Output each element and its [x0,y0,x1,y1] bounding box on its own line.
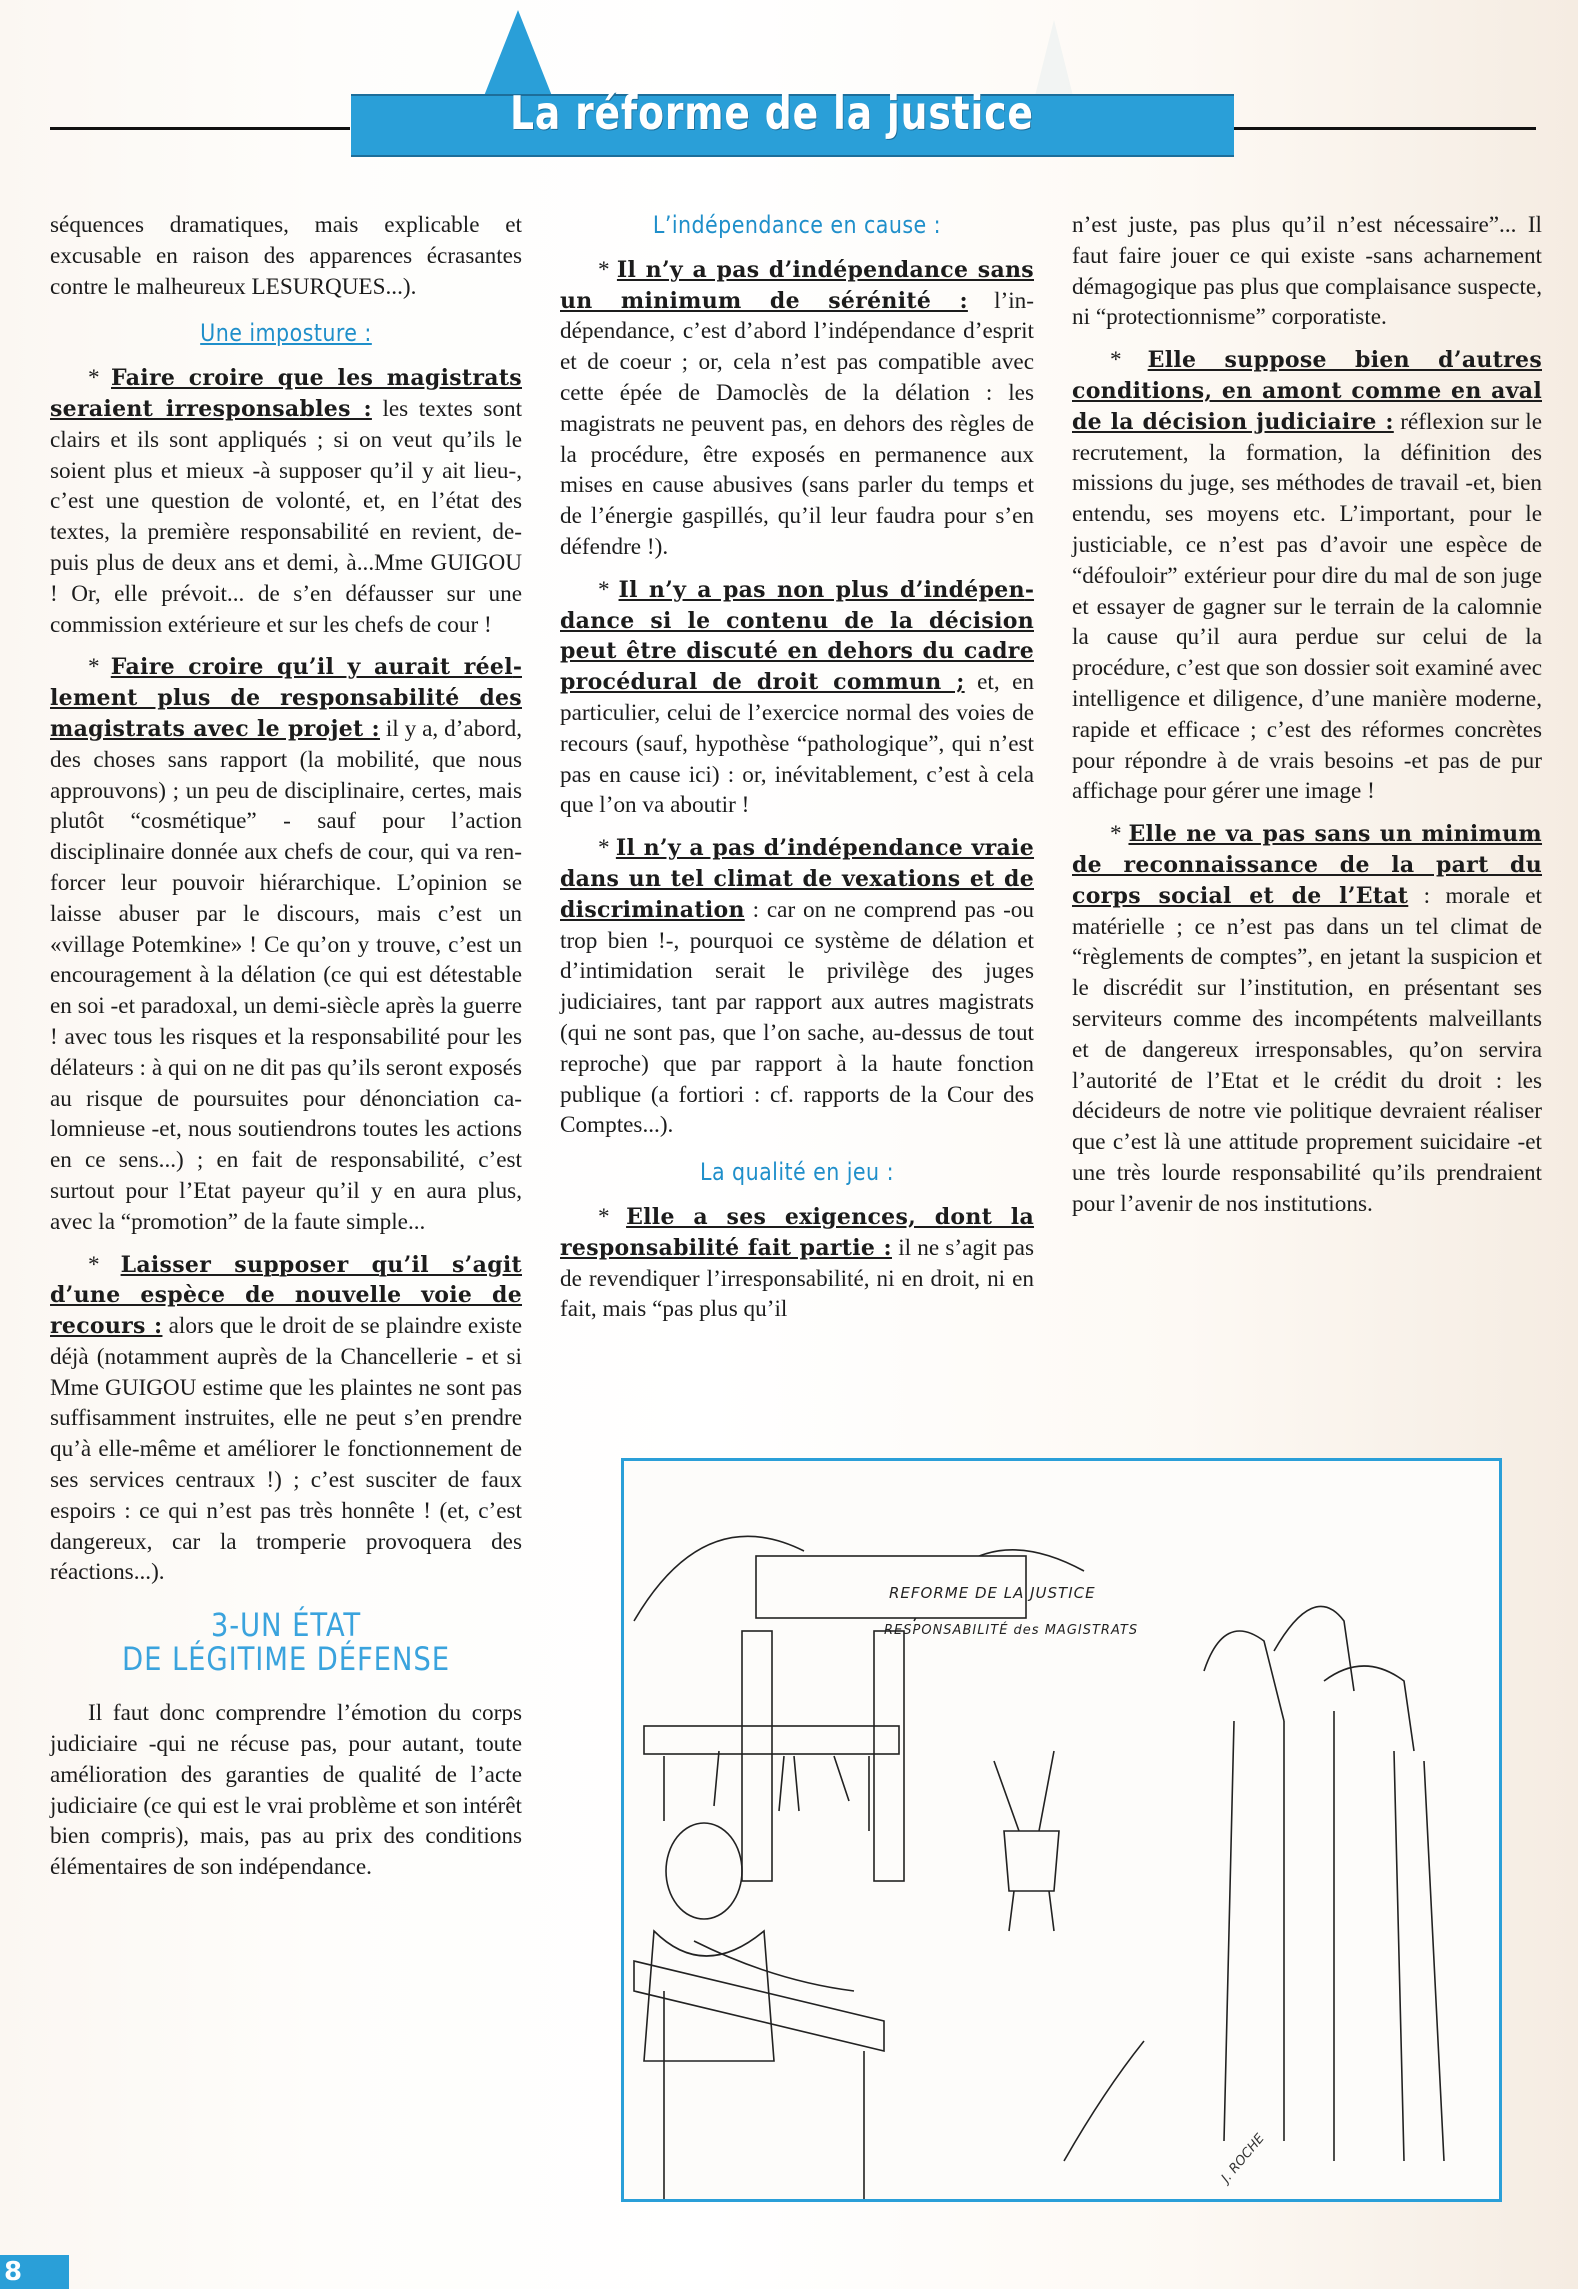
sign-line-1: REFORME DE LA JUSTICE [889,1584,1096,1602]
argument-paragraph [50,1250,522,1589]
header-ghost-spire [1034,20,1074,100]
argument-lead: Il n’y a pas non plus d’indépendance si le contenu de la décision peut être discuté en dehors du cadre procédural de droit commun ; [560,576,1035,696]
argument-paragraph [50,363,522,640]
subhead-une-imposture [83,318,489,349]
column-1 [50,210,522,1895]
torture-table-top [634,1961,884,2051]
subhead-independance-en-cause: L’indépendance en cause : [652,211,942,239]
argument-lead: Elle ne va pas sans un minimum de reconnaissance de la part du corps social et de l’Etat [1072,821,1543,909]
bullet-asterisk: * [88,654,100,681]
argument-paragraph [560,575,1034,821]
header-spire-shape [484,10,552,96]
figure-dog-head [1204,1631,1284,1721]
argument-body: il ne s’agit pas de revendiquer l’irresponsabilité, ni en droit, ni en fait, mais “pas plus qu’il [560,1234,1034,1323]
cartoon-illustration [621,1458,1502,2202]
argument-lead: Il n’y a pas d’indépendance vraie dans un tel climat de vexations et de discrimination [560,835,1035,923]
header-rule-left [50,127,350,130]
victim-body [694,1941,854,1991]
bullet-asterisk: * [598,576,610,603]
argument-lead: Laisser supposer qu’il s’agit d’une espèce de nouvelle voie de recours : [50,1251,522,1340]
bullet-asterisk: * [598,835,610,862]
header-rule-right [1234,127,1536,130]
argument-lead: Faire croire qu’il y aurait réellement plus de responsabilité des magistrats avec le projet : [50,654,522,742]
pillar-left [742,1631,772,1881]
argument-lead: Il n’y a pas d’indépendance sans un minimum de sérénité : [560,256,1034,314]
dropped-knife [1064,2041,1144,2161]
closing-paragraph: Il faut donc comprendre l’émotion du corps judiciaire -qui ne récuse pas, pour autant, toute amélioration des garanties de qualité de l’acte judiciaire (ce qui est le vrai problème et son intérêt bien compris), mais, pas au prix des conditions élémentaires de son indépendance. [50,1700,522,1881]
brazier [1004,1831,1059,1891]
subhead-qualite-en-jeu: La qualité en jeu : [700,1158,894,1187]
argument-lead: Elle suppose bien d’autres conditions, en amont comme en aval de la décision judiciaire : [1072,347,1542,435]
page-number: 8 [0,2255,69,2289]
argument-paragraph [560,833,1034,1141]
section-heading-line-2: DE LÉGITIME DÉFENSE [122,1640,450,1679]
figure-bird-head [1274,1606,1354,1691]
column-3 [1072,210,1542,1232]
argument-body: et, en particulier, celui de l’exercice normal des voies de recours (sauf, hypothèse “pathologique”, qui n’est pas en cause ici) : or, inévitablement, c’est à cela que l’on va aboutir ! [560,669,1034,819]
argument-lead: Elle a ses exigences, dont la responsabilité fait partie : [560,1203,1035,1261]
brazier-legs [1009,1891,1054,1931]
argument-paragraph [560,1202,1034,1325]
subhead-text: Une imposture : [200,319,372,348]
bullet-asterisk: * [88,365,100,392]
branding-irons [994,1751,1054,1831]
bullet-asterisk: * [598,1203,610,1230]
pillar-right [874,1631,904,1881]
hanging-tools [664,1751,869,1831]
argument-lead: Faire croire que les magistrats seraient irresponsables : [50,365,522,422]
section-heading-legitime-defense [83,1606,489,1679]
argument-paragraph [560,255,1034,563]
intro-paragraph: séquences dramatiques, mais explicable et excusable en raison des apparences écrasantes contre le malheureux LESURQUES...). [50,212,522,300]
argument-body: alors que le droit de se plaindre existe déjà (notamment auprès de la Chancellerie - et si Mme GUIGOU estime que les plaintes ne sont pas suffisamment instruites, elle ne peut s’en prendre qu’à elle-même et améliorer le fonctionnement de ses services centraux !) ; c’est susciter de faux espoirs : ce qui n’est pas très honnête ! (et, c’est dangereux, car la tromperie provoquera des réactions...). [50,1313,522,1586]
argument-paragraph [50,652,522,1237]
figure-wolf-head [1324,1666,1414,1751]
cartoon-drawing [624,1461,1499,2199]
column-2 [560,210,1034,1337]
continuation-paragraph: n’est juste, pas plus qu’il n’est nécessaire”... Il faut faire jouer ce qui existe -sans acharnement démagogique pas plus que complaisance suspecte, ni “protectionnisme” corporatiste. [1072,212,1542,331]
bullet-asterisk: * [1110,821,1122,848]
torturer-head [666,1823,742,1919]
bullet-asterisk: * [88,1251,100,1278]
page-title: La réforme de la justice [510,86,1034,140]
sign-line-2: RESPONSABILITÉ des MAGISTRATS [884,1623,1139,1638]
argument-body: il y a, d’abord, des choses sans rapport (la mobilité, que nous approuvons) ; un peu de disciplinaire, certes, mais plutôt “cosmétique” - sauf pour l’action disciplinaire donnée aux chefs de cour, qui va renforcer leur pouvoir hiérarchique. L’opinion se laisse abuser par le discours, mais c’est un «village Potemkine» ! Ce qu’on y trouve, c’est un encouragement à la délation (ce qui est détestable en soi -et paradoxal, un demi-siècle après la guerre ! avec tous les risques et la responsabilité pour les délateurs : à qui on ne dit pas qu’ils seront exposés au risque de poursuites pour dénonciation calomnieuse -et, nous soutiendrons toutes les actions en ce sens...) ; en fait de responsabilité, c’est surtout pour l’Etat payeur qu’il y en aura plus, avec la “promotion” de la faute simple... [50,715,522,1235]
figures-robes [1224,1711,1444,2161]
artist-signature: J. ROCHE [1218,2131,1268,2186]
argument-body: réflexion sur le recrutement, la formation, la définition des missions du juge, ses méthodes de travail -et, bien entendu, ses moyens etc. L’important, pour le justiciable, ce n’est pas d’avoir une espèce de “défouloir” extérieur pour dire du mal de son juge et essayer de gagner sur le terrain de la calomnie la cause qu’il aura perdue sur celui de la procédure, c’est que son dossier soit examiné avec intelligence et diligence, d’une manière moderne, rapide et efficace ; c’est des réformes concrètes pour répondre à de vrais besoins -et pas de pur affichage pour gérer une image ! [1072,408,1543,805]
argument-body: : car on ne comprend pas -ou trop bien !-, pourquoi ce système de délation et d’intimidation serait le privilège des juges judiciaires, tant par rapport aux autres magistrats (qui ne sont pas, que l’on sache, au-dessus de tout reproche) que par rapport à la haute fonction publique (a fortiori : cf. rapports de la Cour des Comptes...). [560,896,1034,1139]
argument-paragraph [1072,345,1542,807]
bullet-asterisk: * [1110,347,1122,374]
argument-body: les textes sont clairs et ils sont appliqués ; si on veut qu’ils le soient plus et mieux -à supposer qu’il y ait lieu-, c’est une question de volonté, et, en l’état des textes, la première responsabilité en revient, depuis plus de deux ans et demi, à...Mme GUIGOU ! Or, elle prévoit... de s’en défausser sur une commission extérieure et sur les chefs de cour ! [50,395,523,638]
argument-body: l’indépendance, c’est d’abord l’indépendance d’esprit et de coeur ; or, cela n’est pas compatible avec cette épée de Damoclès de la délation : les magistrats ne peuvent pas, en dehors des règles de la procédure, être exposés en permanence aux mises en cause abusives (sans parler du temps et de l’énergie gaspillés, qu’il leur faudra pour s’en défendre !). [560,287,1035,560]
bullet-asterisk: * [598,256,610,283]
section-heading-line-1: 3-UN ÉTAT [210,1606,362,1645]
argument-paragraph [1072,819,1542,1219]
argument-body: : morale et matérielle ; ce n’est pas dans un tel climat de “règlements de comptes”, en jetant la suspicion et le discrédit sur l’institution, en présentant ses serviteurs comme des incompétents malveillants et de dangereux irresponsables, qu’on servira l’autorité de l’Etat et le crédit du droit : les décideurs de notre vie politique devraient réaliser que c’est là une attitude proprement suicidaire -et une très lourde responsabilité qu’ils prendraient pour l’avenir de nos institutions. [1072,882,1542,1217]
